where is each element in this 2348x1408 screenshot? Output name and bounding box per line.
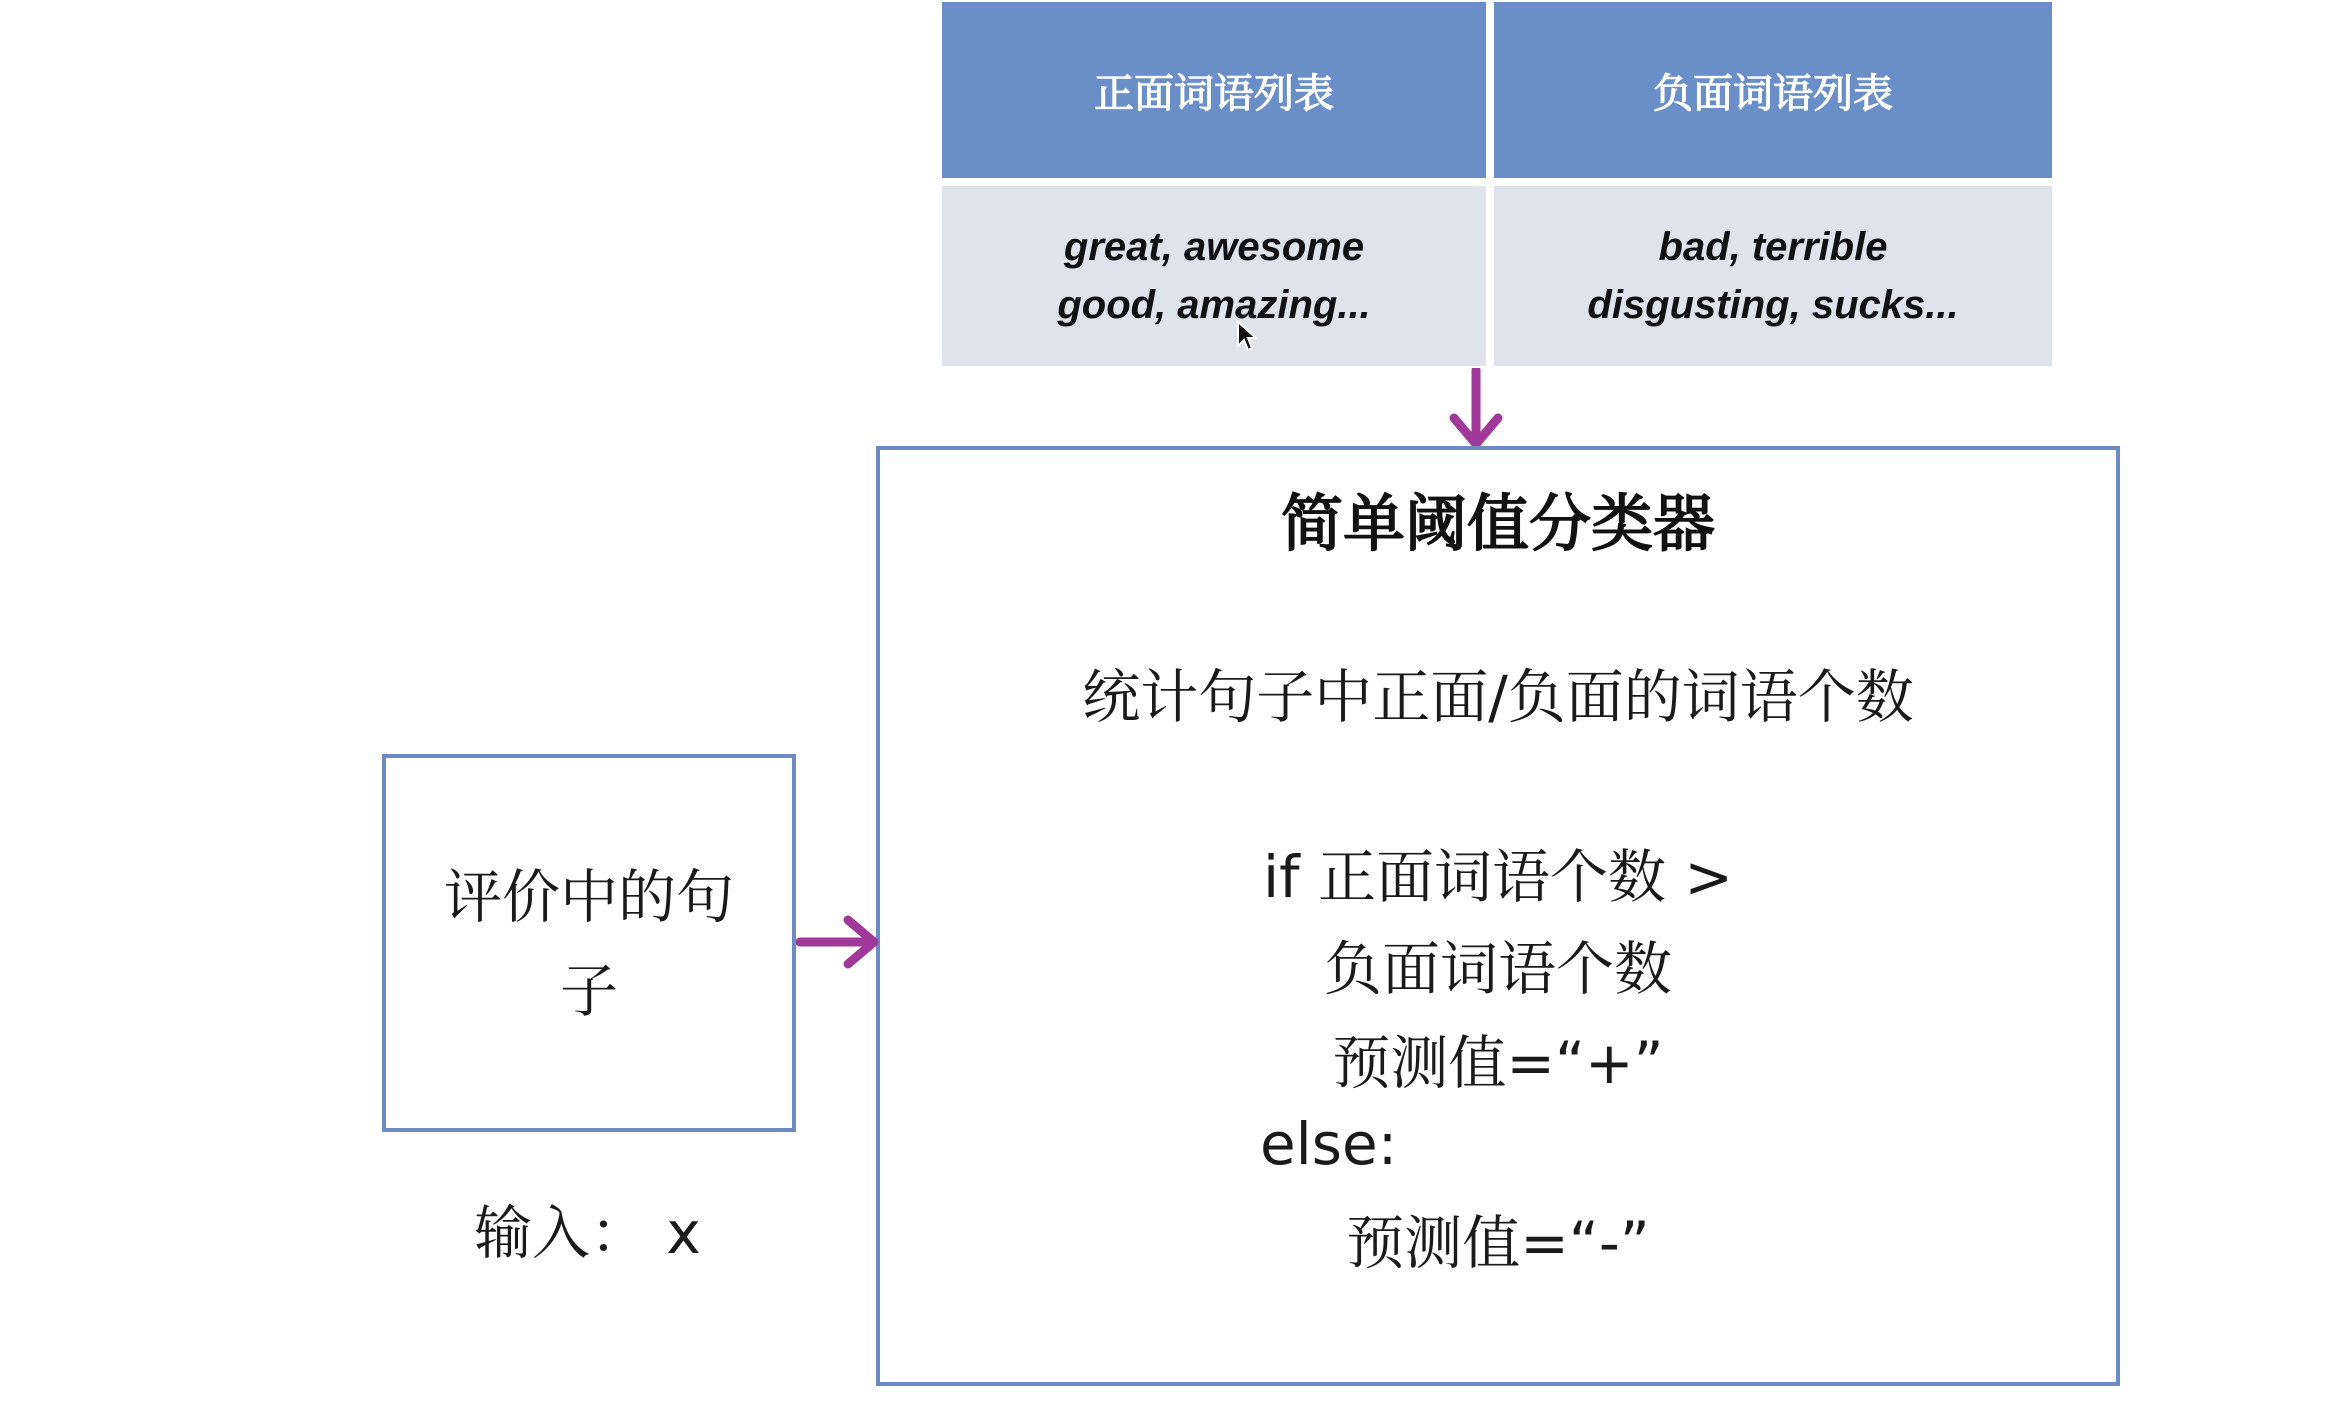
input-sentence-box xyxy=(382,754,796,1132)
positive-words-line-1: great, awesome xyxy=(1063,225,1365,269)
negative-words-line-2: disgusting, sucks... xyxy=(1587,283,1959,327)
classifier-title: 简单阈值分类器 xyxy=(1280,487,1715,560)
right-arrow-icon xyxy=(796,912,880,972)
negative-words-line-1: bad, terrible xyxy=(1658,225,1888,269)
mouse-cursor-icon xyxy=(1236,320,1258,354)
input-sentence-line-2: 子 xyxy=(559,957,618,1025)
input-sentence-line-1: 评价中的句 xyxy=(443,863,734,931)
negative-words-cell xyxy=(1494,186,2052,366)
classifier-box xyxy=(876,446,2120,1386)
negative-words-header: 负面词语列表 xyxy=(1494,2,2052,178)
rule-if-line: if 正面词语个数 > xyxy=(1262,843,1733,911)
rule-else-then-line: 预测值=“-” xyxy=(1346,1209,1650,1277)
rule-else-line: else: xyxy=(1260,1110,1398,1178)
word-list-table xyxy=(942,2,2052,366)
down-arrow-icon xyxy=(1446,368,1506,454)
classifier-description: 统计句子中正面/负面的词语个数 xyxy=(1082,663,1914,731)
positive-words-cell xyxy=(942,186,1486,366)
rule-if-continuation: 负面词语个数 xyxy=(1323,935,1672,1003)
positive-words-header: 正面词语列表 xyxy=(942,2,1486,178)
positive-words-line-2: good, amazing... xyxy=(1057,283,1371,327)
rule-then-line: 预测值=“+” xyxy=(1332,1029,1664,1097)
input-caption: 输入： x xyxy=(474,1199,701,1267)
